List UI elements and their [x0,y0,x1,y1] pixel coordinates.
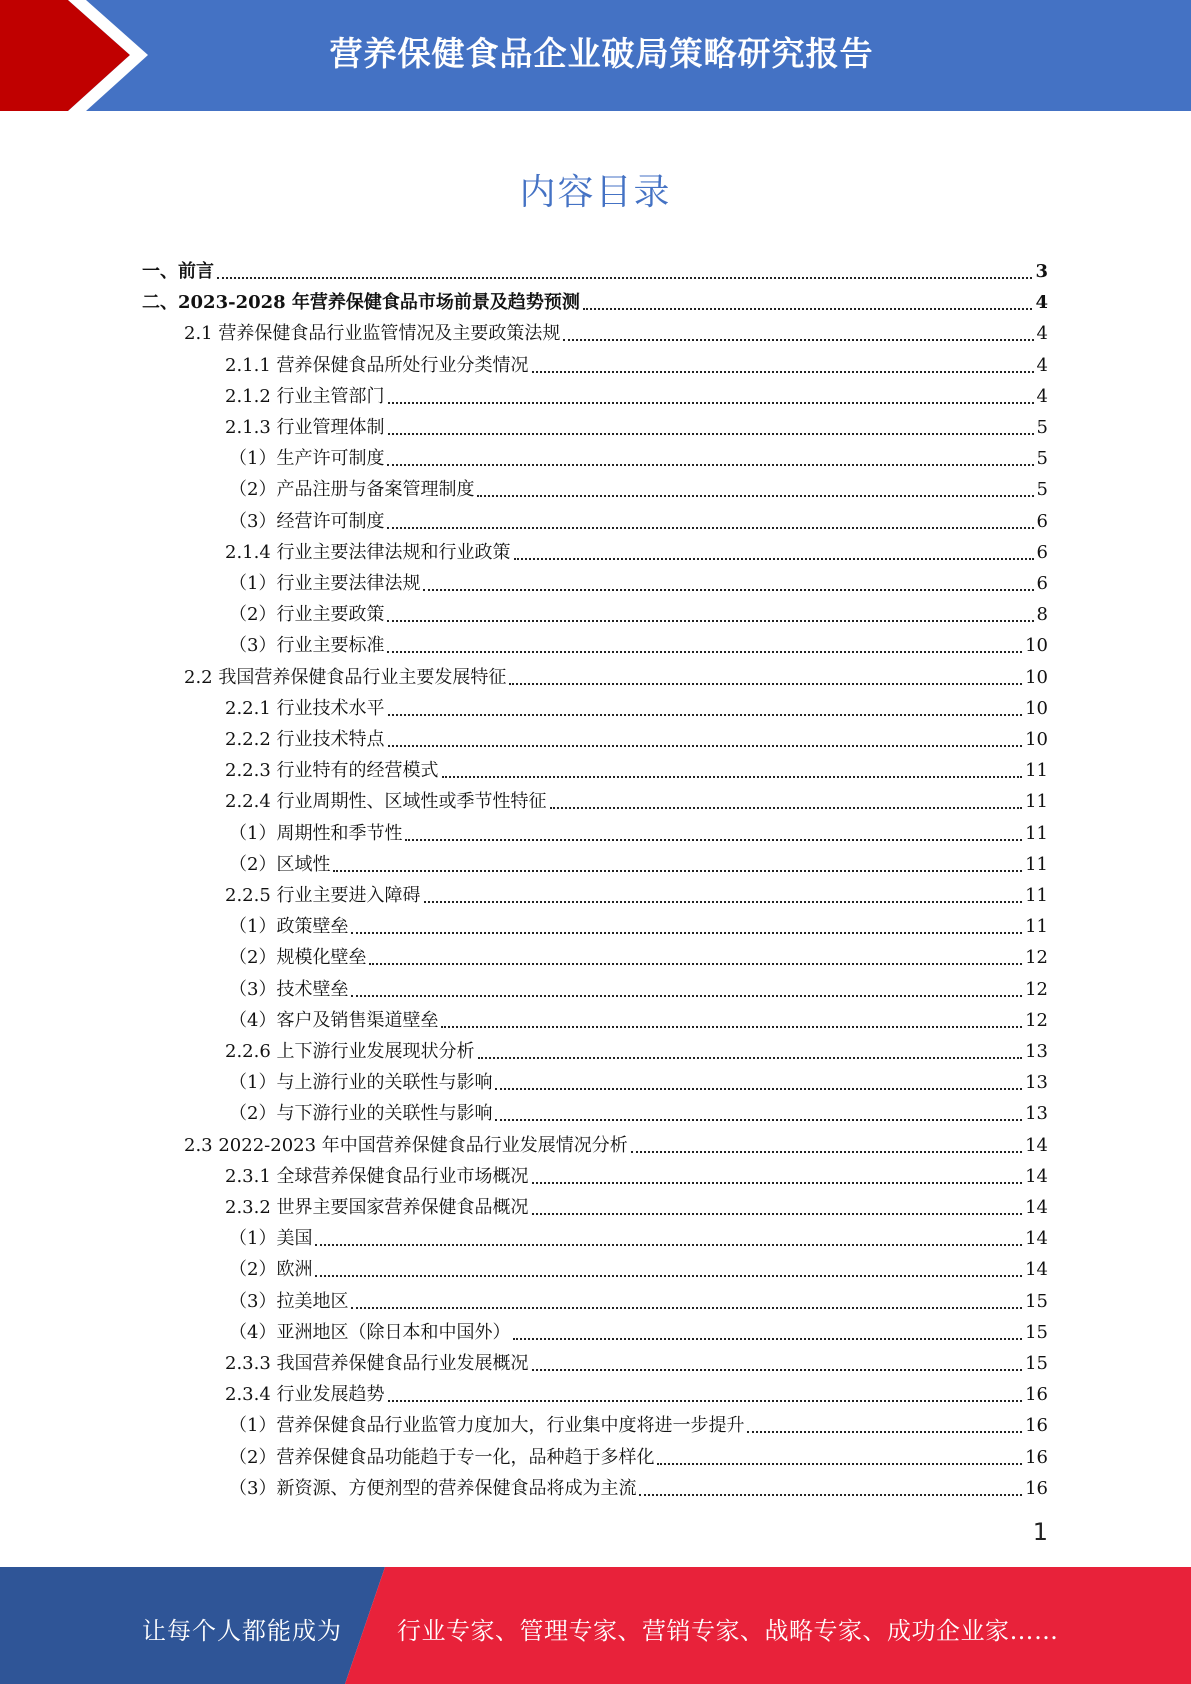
page-number: 1 [1032,1518,1048,1546]
toc-dot-leader [532,1182,1023,1184]
toc-entry[interactable] [229,627,1048,658]
toc-entry[interactable] [225,1189,1048,1220]
toc-entry-title: （3）拉美地区 [229,1290,349,1312]
toc-entry-page: 12 [1025,1009,1048,1031]
toc-entry-title: （3）新资源、方便剂型的营养保健食品将成为主流 [229,1477,637,1499]
toc-entry[interactable] [225,752,1048,783]
toc-entry-page: 15 [1025,1321,1048,1343]
toc-entry[interactable] [229,471,1048,502]
toc-entry-title: （2）与下游行业的关联性与影响 [229,1103,493,1125]
toc-entry-title: 2.2.1 行业技术水平 [225,697,385,719]
toc-entry-title: 2.3.1 全球营养保健食品行业市场概况 [225,1165,529,1187]
toc-entry[interactable] [225,877,1048,908]
toc-dot-leader [387,464,1033,466]
toc-dot-leader [424,901,1023,903]
toc-dot-leader [495,1119,1022,1121]
toc-entry[interactable] [225,534,1048,565]
toc-entry-page: 6 [1036,541,1048,563]
toc-entry-title: 2.3.3 我国营养保健食品行业发展概况 [225,1353,529,1374]
footer-slogan-right: 行业专家、管理专家、营销专家、战略专家、成功企业家…… [397,1617,1059,1645]
toc-entry-page: 12 [1025,947,1048,969]
toc-entry-page: 5 [1036,448,1048,470]
toc-dot-leader [583,308,1033,310]
toc-dot-leader [387,527,1033,529]
toc-dot-leader [351,995,1022,997]
toc-dot-leader [351,932,1022,934]
report-title: 营养保健食品企业破局策略研究报告 [329,34,874,73]
toc-entry-page: 4 [1036,385,1048,407]
toc-dot-leader [387,651,1022,653]
toc-entry-page: 16 [1025,1415,1048,1437]
toc-dot-leader [388,745,1023,747]
toc-entry-title: （2）规模化壁垒 [229,947,367,969]
page-footer [0,1567,1191,1684]
toc-entry-title: （3）行业主要标准 [229,635,385,657]
toc-entry-title: （1）营养保健食品行业监管力度加大，行业集中度将进一步提升 [229,1415,745,1437]
toc-dot-leader [315,1275,1022,1277]
toc-dot-leader [639,1494,1022,1496]
toc-entry-title: 2.2.3 行业特有的经营模式 [225,760,439,782]
toc-entry[interactable] [229,1470,1048,1501]
toc-entry[interactable] [229,1439,1048,1470]
toc-dot-leader [441,1026,1022,1028]
toc-dot-leader [388,714,1023,716]
toc-entry-title: 2.1.4 行业主要法律法规和行业政策 [225,541,511,563]
toc-entry[interactable] [229,503,1048,534]
toc-entry-page: 3 [1035,261,1048,282]
toc-entry[interactable] [229,908,1048,939]
toc-entry-title: 2.1.3 行业管理体制 [225,417,385,438]
toc-entry-title: （1）与上游行业的关联性与影响 [229,1072,493,1094]
toc-entry-page: 16 [1025,1384,1048,1406]
toc-entry-title: 2.1.2 行业主管部门 [225,385,385,407]
toc-dot-leader [532,1213,1023,1215]
toc-entry-title: （4）客户及销售渠道壁垒 [229,1009,439,1031]
toc-entry[interactable] [229,1002,1048,1033]
toc-dot-leader [532,371,1034,373]
toc-entry-title: （2）产品注册与备案管理制度 [229,479,475,501]
toc-entry[interactable] [229,815,1048,846]
toc-entry-page: 11 [1025,822,1048,844]
toc-entry[interactable] [184,659,1048,690]
toc-entry-page: 13 [1025,1041,1048,1062]
toc-dot-leader [423,589,1033,591]
toc-entry-title: （1）政策壁垒 [229,916,349,938]
toc-dot-leader [477,495,1033,497]
toc-dot-leader [478,1057,1023,1059]
toc-dot-leader [405,839,1022,841]
toc-dot-leader [351,1307,1022,1309]
toc-entry-title: （2）行业主要政策 [229,604,385,626]
toc-entry-page: 10 [1025,666,1048,688]
toc-dot-leader [369,963,1022,965]
toc-entry[interactable] [229,565,1048,596]
toc-entry[interactable] [225,1376,1048,1407]
toc-entry-title: （4）亚洲地区（除日本和中国外） [229,1321,511,1343]
footer-slogan-left: 让每个人都能成为 [142,1617,342,1645]
toc-entry[interactable] [225,409,1048,440]
toc-entry-page: 4 [1035,292,1048,314]
toc-entry-page: 11 [1025,853,1048,875]
toc-dot-leader [532,1369,1023,1371]
toc-entry[interactable] [229,1095,1048,1126]
toc-dot-leader [442,776,1023,778]
toc-entry-title: 2.2 我国营养保健食品行业主要发展特征 [184,666,507,688]
toc-entry-title: （2）营养保健食品功能趋于专一化，品种趋于多样化 [229,1446,655,1468]
toc-dot-leader [513,1338,1022,1340]
toc-entry-page: 10 [1025,697,1048,719]
toc-entry-page: 14 [1025,1197,1048,1218]
toc-entry-title: （3）经营许可制度 [229,510,385,532]
toc-entry[interactable] [184,1127,1048,1158]
toc-dot-leader [514,558,1034,560]
toc-entry[interactable] [229,1220,1048,1251]
toc-dot-leader [509,683,1022,685]
toc-entry[interactable] [225,721,1048,752]
toc-entry-page: 11 [1025,791,1048,813]
toc-entry-page: 16 [1025,1477,1048,1499]
toc-entry-page: 8 [1036,604,1048,626]
toc-dot-leader [550,807,1023,809]
toc-entry-title: （1）美国 [229,1228,313,1250]
toc-entry-page: 15 [1025,1353,1048,1374]
toc-dot-leader [747,1431,1022,1433]
toc-entry-title: 2.1.1 营养保健食品所处行业分类情况 [225,354,529,376]
toc-entry-title: 二、2023-2028 年营养保健食品市场前景及趋势预测 [142,292,580,314]
toc-entry-title: （1）行业主要法律法规 [229,573,421,594]
toc-dot-leader [388,402,1034,404]
toc-entry[interactable] [229,1251,1048,1282]
toc-entry-title: 2.2.4 行业周期性、区域性或季节性特征 [225,791,547,813]
toc-entry-page: 13 [1025,1103,1048,1125]
toc-entry-title: 2.3.2 世界主要国家营养保健食品概况 [225,1197,529,1218]
toc-heading: 内容目录 [519,172,672,213]
toc-entry-title: 2.3 2022-2023 年中国营养保健食品行业发展情况分析 [184,1134,628,1156]
toc-entry-page: 14 [1025,1134,1048,1156]
toc-entry[interactable] [229,1064,1048,1095]
toc-entry-title: 2.2.6 上下游行业发展现状分析 [225,1041,475,1062]
toc-entry[interactable] [225,1158,1048,1189]
toc-entry[interactable] [229,846,1048,877]
toc-entry-page: 10 [1025,635,1048,657]
page-header [0,0,1191,111]
toc-dot-leader [657,1463,1022,1465]
toc-entry-page: 12 [1025,978,1048,1000]
toc-entry-title: （1）周期性和季节性 [229,822,403,844]
toc-entry[interactable] [229,971,1048,1002]
toc-dot-leader [387,620,1033,622]
toc-entry-title: 2.1 营养保健食品行业监管情况及主要政策法规 [184,323,561,345]
toc-entry-page: 15 [1025,1290,1048,1312]
toc-entry[interactable] [142,284,1048,315]
toc-entry[interactable] [225,378,1048,409]
toc-dot-leader [388,433,1034,435]
toc-dot-leader [333,870,1022,872]
toc-entry-page: 16 [1025,1446,1048,1468]
toc-entry-page: 11 [1025,916,1048,938]
toc-entry-title: （3）技术壁垒 [229,978,349,1000]
toc-entry-title: （1）生产许可制度 [229,448,385,470]
toc-entry-title: 2.3.4 行业发展趋势 [225,1384,385,1406]
toc-entry[interactable] [229,939,1048,970]
toc-dot-leader [388,1400,1023,1402]
toc-entry-page: 14 [1025,1228,1048,1250]
toc-dot-leader [217,277,1032,279]
toc-entry-page: 6 [1036,573,1048,594]
toc-dot-leader [563,339,1033,341]
toc-entry-title: 一、前言 [142,261,214,282]
toc-entry-page: 11 [1025,885,1048,906]
toc-entry-page: 4 [1036,354,1048,376]
toc-entry-page: 4 [1036,323,1048,345]
toc-entry-title: 2.2.2 行业技术特点 [225,729,385,750]
toc-entry[interactable] [229,1283,1048,1314]
toc-entry-page: 14 [1025,1259,1048,1281]
toc-dot-leader [495,1088,1022,1090]
toc-dot-leader [631,1151,1022,1153]
toc-entry[interactable] [229,596,1048,627]
toc-entry[interactable] [229,1407,1048,1438]
toc-dot-leader [315,1244,1022,1246]
toc-entry-page: 5 [1036,479,1048,501]
toc-entry[interactable] [225,690,1048,721]
toc-entry[interactable] [225,347,1048,378]
toc-entry[interactable] [225,1033,1048,1064]
toc-entry-title: （2）区域性 [229,853,331,875]
toc-entry-page: 14 [1025,1165,1048,1187]
toc-entry[interactable] [225,783,1048,814]
toc-entry-page: 13 [1025,1072,1048,1094]
toc-entry-page: 5 [1036,417,1048,438]
toc-entry[interactable] [229,1314,1048,1345]
toc-entry-page: 11 [1025,760,1048,782]
toc-entry[interactable] [184,315,1048,346]
toc-entry-page: 6 [1036,510,1048,532]
toc-entry-title: （2）欧洲 [229,1259,313,1281]
toc-entry[interactable] [229,440,1048,471]
toc-entry-page: 10 [1025,729,1048,750]
toc-entry[interactable] [142,253,1048,284]
toc-entry[interactable] [225,1345,1048,1376]
toc-entry-title: 2.2.5 行业主要进入障碍 [225,885,421,906]
